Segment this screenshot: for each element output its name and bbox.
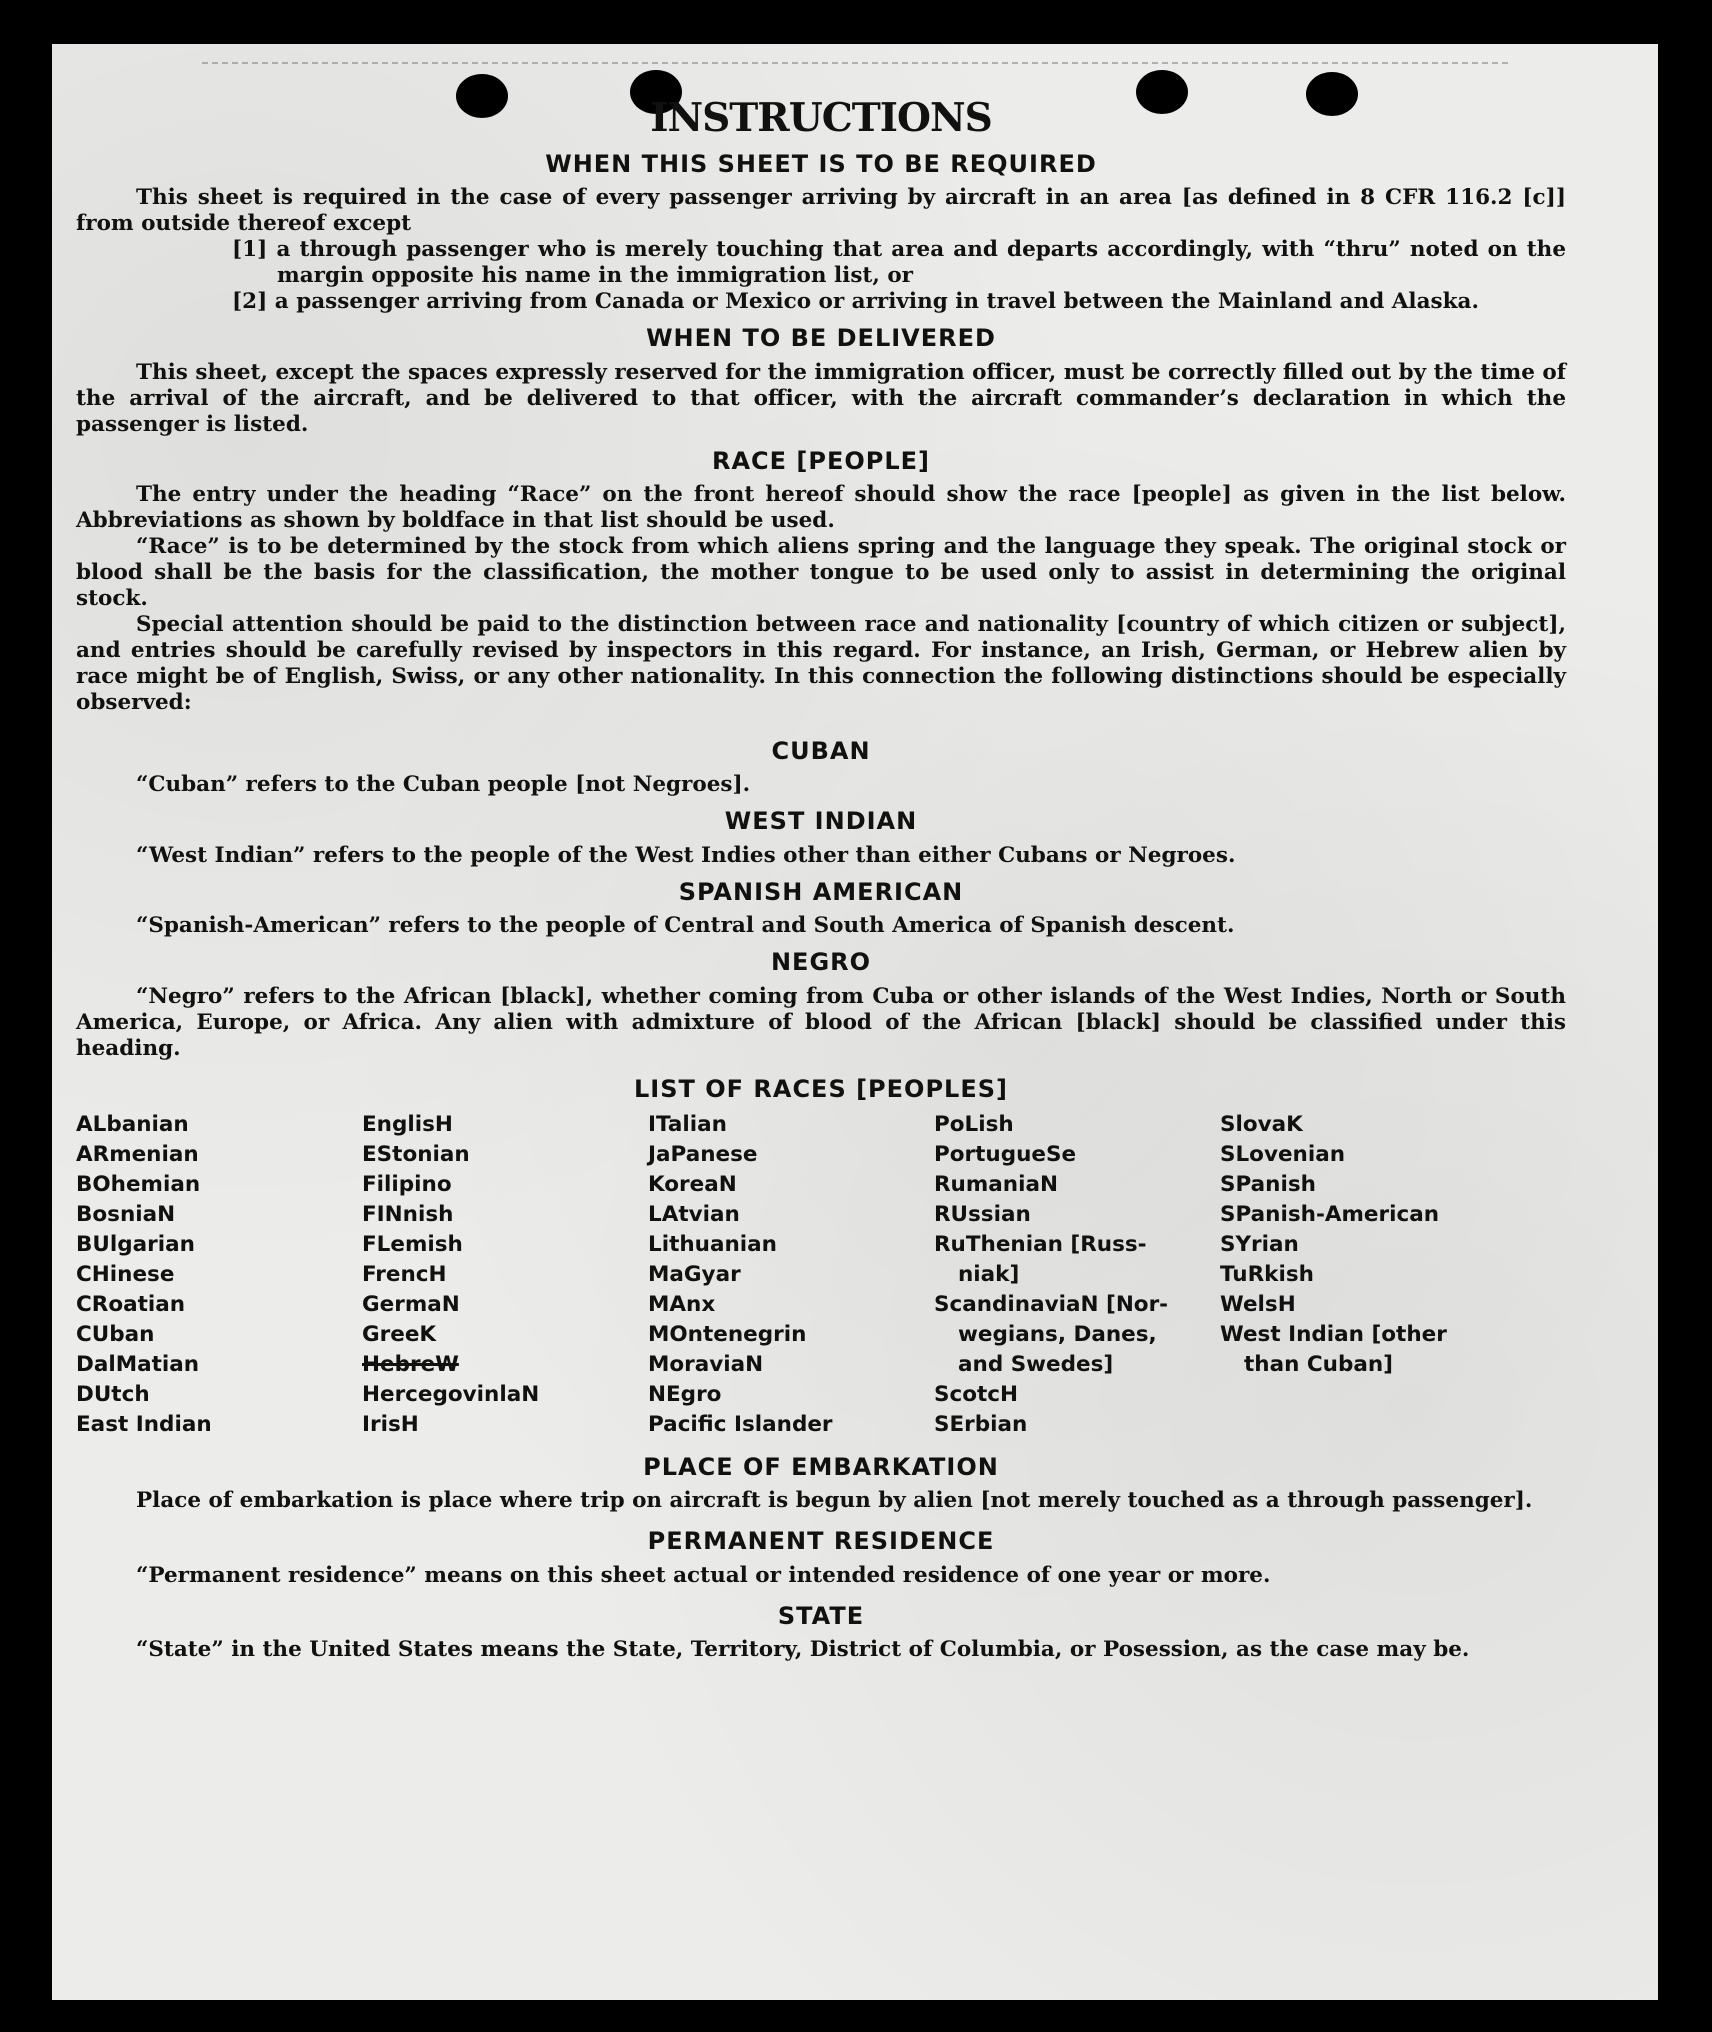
race-entry: ITalian bbox=[648, 1111, 727, 1137]
heading-list-of-races: LIST OF RACES [PEOPLES] bbox=[634, 1074, 1008, 1103]
west-indian-text: “West Indian” refers to the people of the West Indies other than either Cubans or Negroes. bbox=[136, 842, 1236, 868]
race-entry: ALbanian bbox=[76, 1111, 189, 1137]
race-entry: EnglisH bbox=[362, 1111, 453, 1137]
required-item-1: [1] a through passenger who is merely touching that area and departs accordingly, with “thru” noted on the margin opposite his name in the immigration list, or bbox=[232, 237, 1566, 289]
race-entry: LAtvian bbox=[648, 1201, 740, 1227]
race-entry: GermaN bbox=[362, 1291, 460, 1317]
race-entry: PortugueSe bbox=[934, 1141, 1077, 1167]
races-column-2 bbox=[362, 1110, 648, 1440]
race-entry: West Indian [other bbox=[1220, 1321, 1447, 1347]
race-entry: HercegovinlaN bbox=[362, 1381, 540, 1407]
race-entry: FLemish bbox=[362, 1231, 463, 1257]
race-entry: DUtch bbox=[76, 1381, 150, 1407]
race-entry: MOntenegrin bbox=[648, 1321, 807, 1347]
race-paragraph-3: Special attention should be paid to the distinction between race and nationality [country of which citizen or subject], and entries should be carefully revised by inspectors in this regard. For instance, an Irish, German, or Hebrew alien by race might be of English, Swiss, or any other nationality. In this connection the following distinctions should be especially observed: bbox=[76, 612, 1566, 716]
residence-text: “Permanent residence” means on this sheet actual or intended residence of one year or more. bbox=[136, 1562, 1271, 1588]
race-entry: BosniaN bbox=[76, 1201, 176, 1227]
race-entry: SPanish-American bbox=[1220, 1201, 1440, 1227]
heading-state: STATE bbox=[777, 1601, 865, 1630]
race-entry: SPanish bbox=[1220, 1171, 1316, 1197]
race-entry: SErbian bbox=[934, 1411, 1028, 1437]
race-entry-continuation: niak] bbox=[958, 1261, 1020, 1287]
spanish-american-text: “Spanish-American” refers to the people of Central and South America of Spanish descent. bbox=[136, 913, 1235, 939]
race-entry: RuThenian [Russ- bbox=[934, 1231, 1147, 1257]
heading-residence: PERMANENT RESIDENCE bbox=[647, 1527, 995, 1556]
state-text: “State” in the United States means the State, Territory, District of Columbia, or Posession, as the case may be. bbox=[136, 1637, 1470, 1663]
race-entry: ScotcH bbox=[934, 1381, 1019, 1407]
race-entry: IrisH bbox=[362, 1411, 419, 1437]
heading-required: WHEN THIS SHEET IS TO BE REQUIRED bbox=[545, 149, 1097, 178]
race-entry-continuation: wegians, Danes, bbox=[958, 1321, 1157, 1347]
race-paragraph-1: The entry under the heading “Race” on the front hereof should show the race [people] as given in the list below. Abbreviations as shown by boldface in that list should be used. bbox=[76, 482, 1566, 534]
race-entry: WelsH bbox=[1220, 1291, 1296, 1317]
heading-delivered: WHEN TO BE DELIVERED bbox=[646, 324, 996, 353]
race-entry: BUlgarian bbox=[76, 1231, 195, 1257]
instructions-body bbox=[76, 96, 1566, 1663]
race-entry: RumaniaN bbox=[934, 1171, 1058, 1197]
race-entry-continuation: and Swedes] bbox=[958, 1351, 1114, 1377]
race-entry: SLovenian bbox=[1220, 1141, 1346, 1167]
race-entry: ScandinaviaN [Nor- bbox=[934, 1291, 1169, 1317]
race-entry: Lithuanian bbox=[648, 1231, 777, 1257]
race-paragraph-2: “Race” is to be determined by the stock from which aliens spring and the language they speak. The original stock or blood shall be the basis for the classification, the mother tongue to be used only to assist in determining the original stock. bbox=[76, 534, 1566, 612]
races-list bbox=[76, 1110, 1566, 1440]
race-entry: GreeK bbox=[362, 1321, 437, 1347]
race-entry: FrencH bbox=[362, 1261, 447, 1287]
race-entry: CHinese bbox=[76, 1261, 175, 1287]
heading-embarkation: PLACE OF EMBARKATION bbox=[643, 1452, 999, 1481]
race-entry: PoLish bbox=[934, 1111, 1014, 1137]
heading-negro: NEGRO bbox=[770, 948, 872, 977]
heading-cuban: CUBAN bbox=[771, 737, 871, 766]
negro-text: “Negro” refers to the African [black], whether coming from Cuba or other islands of the West Indies, North or South America, Europe, or Africa. Any alien with admixture of blood of the African [black] should be classified under this heading. bbox=[76, 983, 1566, 1061]
required-intro: This sheet is required in the case of every passenger arriving by aircraft in an area [as defined in 8 CFR 116.2 [c]] from outside thereof except bbox=[76, 185, 1566, 237]
race-entry-continuation: than Cuban] bbox=[1244, 1351, 1393, 1377]
race-entry-struck: HebreW bbox=[362, 1351, 459, 1377]
race-entry: FINnish bbox=[362, 1201, 454, 1227]
race-entry: CRoatian bbox=[76, 1291, 186, 1317]
embarkation-text: Place of embarkation is place where trip on aircraft is begun by alien [not merely touched as a through passenger]. bbox=[136, 1488, 1533, 1514]
required-item-2: [2] a passenger arriving from Canada or Mexico or arriving in travel between the Mainland and Alaska. bbox=[232, 289, 1479, 315]
heading-race: RACE [PEOPLE] bbox=[711, 446, 931, 475]
race-entry: SlovaK bbox=[1220, 1111, 1303, 1137]
heading-spanish-american: SPANISH AMERICAN bbox=[678, 877, 964, 906]
races-column-1 bbox=[76, 1110, 362, 1440]
cuban-text: “Cuban” refers to the Cuban people [not Negroes]. bbox=[136, 772, 751, 798]
race-entry: Pacific Islander bbox=[648, 1411, 833, 1437]
race-entry: DalMatian bbox=[76, 1351, 200, 1377]
race-entry: East Indian bbox=[76, 1411, 212, 1437]
races-column-5 bbox=[1220, 1110, 1506, 1440]
race-entry: RUssian bbox=[934, 1201, 1031, 1227]
races-column-4 bbox=[934, 1110, 1220, 1440]
race-entry: SYrian bbox=[1220, 1231, 1299, 1257]
race-entry: JaPanese bbox=[648, 1141, 758, 1167]
delivered-text: This sheet, except the spaces expressly reserved for the immigration officer, must be correctly filled out by the time of the arrival of the aircraft, and be delivered to that officer, with the aircraft commander’s declaration in which the passenger is listed. bbox=[76, 359, 1566, 437]
race-entry: KoreaN bbox=[648, 1171, 737, 1197]
race-entry: NEgro bbox=[648, 1381, 722, 1407]
race-entry: EStonian bbox=[362, 1141, 470, 1167]
race-entry: CUban bbox=[76, 1321, 155, 1347]
races-column-3 bbox=[648, 1110, 934, 1440]
race-entry: MoraviaN bbox=[648, 1351, 764, 1377]
race-entry: MAnx bbox=[648, 1291, 716, 1317]
race-entry: TuRkish bbox=[1220, 1261, 1314, 1287]
race-entry: Filipino bbox=[362, 1171, 452, 1197]
heading-west-indian: WEST INDIAN bbox=[724, 807, 918, 836]
perforation-line bbox=[202, 62, 1508, 64]
race-entry: ARmenian bbox=[76, 1141, 199, 1167]
page-title: INSTRUCTIONS bbox=[650, 95, 992, 141]
race-entry: BOhemian bbox=[76, 1171, 201, 1197]
race-entry: MaGyar bbox=[648, 1261, 741, 1287]
